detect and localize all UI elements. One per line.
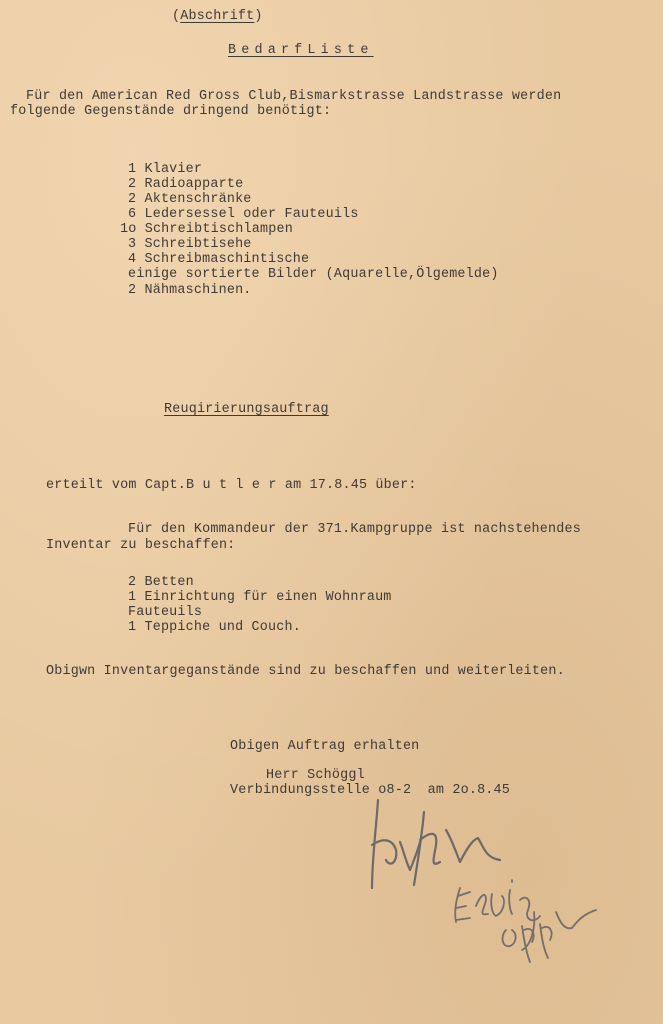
order-closing: Obigwn Inventargeganstände sind zu beschaffen und weiterleiten. — [46, 664, 565, 679]
order-para-2: Inventar zu beschaffen: — [46, 538, 236, 553]
item-2: 2 Radioapparte — [128, 177, 244, 192]
order-heading: Reuqirierungsauftrag — [164, 402, 329, 417]
item-9: 2 Nähmaschinen. — [128, 283, 252, 298]
intro-line-2: folgende Gegenstände dringend benötigt: — [10, 104, 332, 119]
order-para-1: Für den Kommandeur der 371.Kampgruppe ist nachstehendes — [128, 522, 581, 537]
order-item-4: 1 Teppiche und Couch. — [128, 620, 301, 635]
item-8: einige sortierte Bilder (Aquarelle,Ölgemelde) — [128, 267, 499, 282]
item-3: 2 Aktenschränke — [128, 192, 252, 207]
abschrift-paren: ) — [254, 9, 263, 24]
item-4: 6 Ledersessel oder Fauteuils — [128, 207, 359, 222]
item-1: 1 Klavier — [128, 162, 203, 177]
item-6: 3 Schreibtisehe — [128, 237, 252, 252]
abschrift-label: (Abschrift) — [172, 9, 263, 24]
abschrift-text: Abschrift — [180, 9, 255, 24]
receipt-line-2: Herr Schöggl — [266, 768, 365, 783]
order-item-2: 1 Einrichtung für einen Wohnraum — [128, 590, 392, 605]
item-5: 1o Schreibtischlampen — [120, 222, 293, 237]
document-title: BedarfListe — [228, 43, 374, 58]
receipt-line-1: Obigen Auftrag erhalten — [230, 739, 420, 754]
order-item-3: Fauteuils — [128, 605, 203, 620]
intro-line-1: Für den American Red Gross Club,Bismarkstrasse Landstrasse werden — [26, 89, 562, 104]
receipt-line-3: Verbindungsstelle o8-2 am 2o.8.45 — [230, 783, 511, 798]
order-issued: erteilt vom Capt.B u t l e r am 17.8.45 über: — [46, 478, 417, 493]
order-item-1: 2 Betten — [128, 575, 194, 590]
item-7: 4 Schreibmaschintische — [128, 252, 310, 267]
